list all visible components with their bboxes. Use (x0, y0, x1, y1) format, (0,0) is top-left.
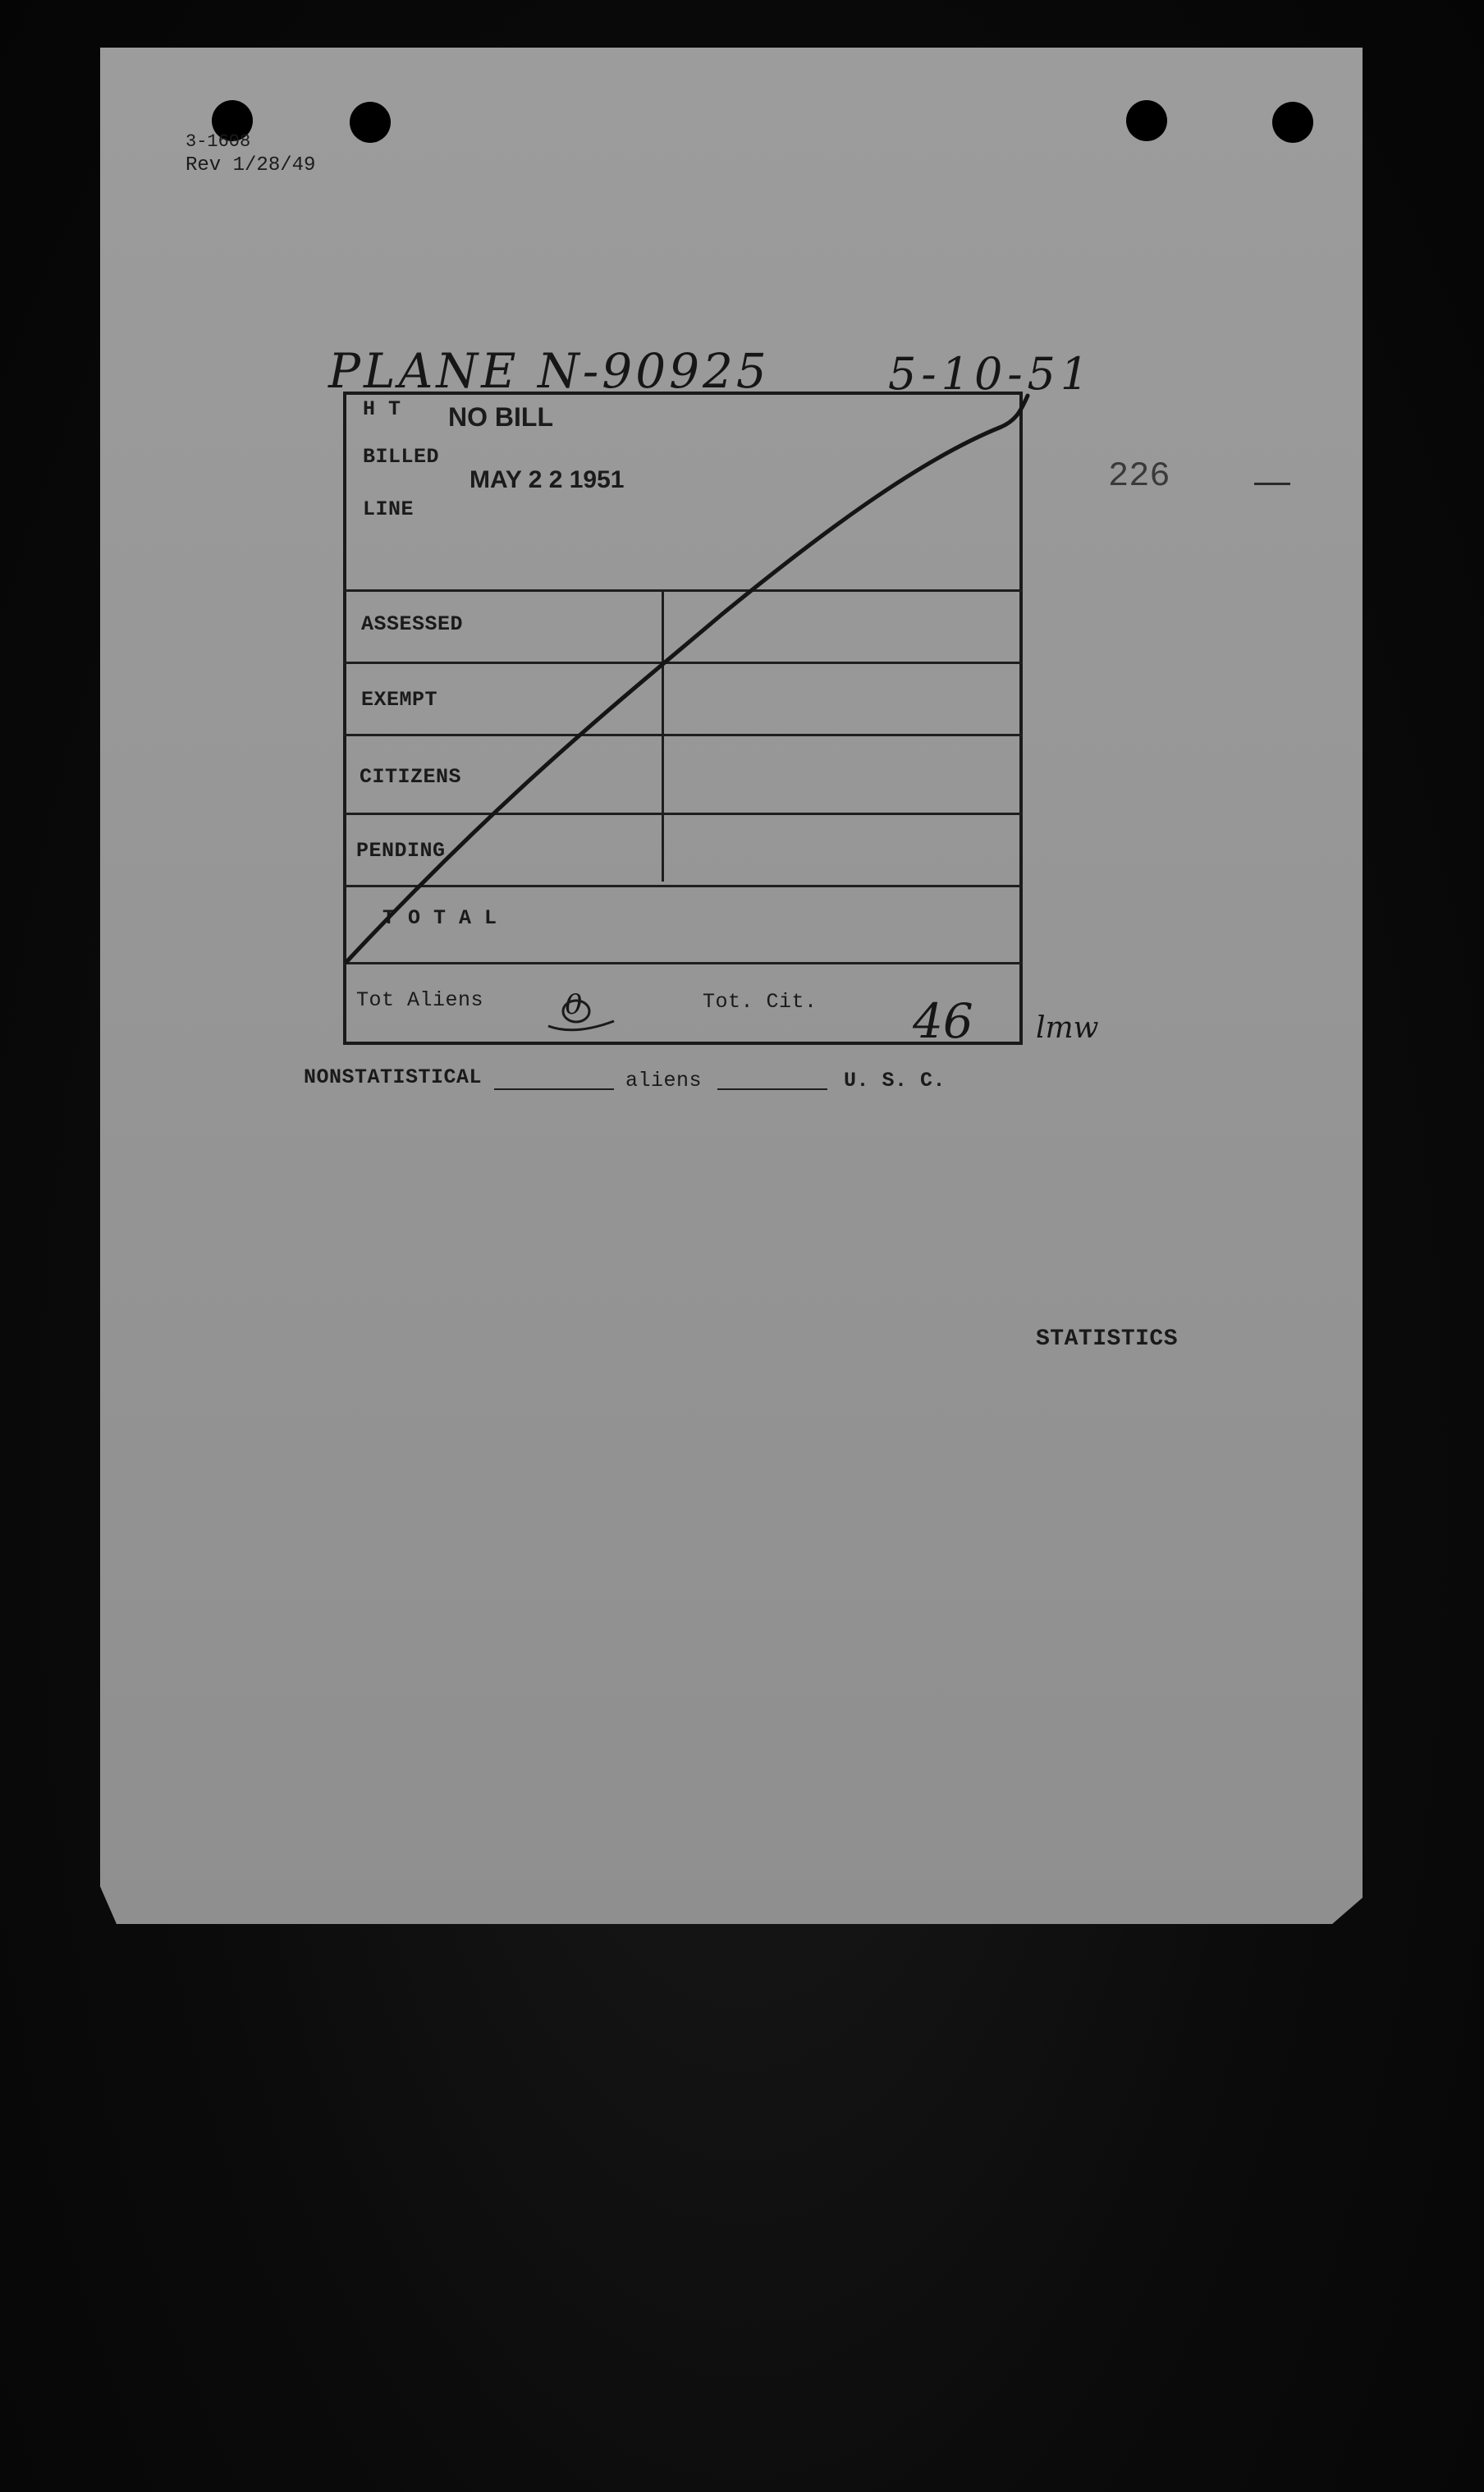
row-label-total: T O T A L (382, 906, 497, 930)
page-number-stamp: 226 (1108, 456, 1170, 496)
form-number: 3-1608 (186, 131, 251, 152)
row-label-citizens: CITIZENS (360, 765, 462, 789)
aliens-label: aliens (625, 1069, 703, 1093)
usc-label: U. S. C. (844, 1069, 946, 1093)
row-label-assessed: ASSESSED (361, 612, 464, 636)
row-label-line: LINE (363, 497, 415, 521)
row-label-ht: H T (363, 397, 401, 421)
tot-aliens-circled-mark: 0 (565, 988, 583, 1021)
row-label-exempt: EXEMPT (361, 688, 438, 712)
nonstatistical-label: NONSTATISTICAL (304, 1065, 483, 1089)
tot-aliens-label: Tot Aliens (356, 988, 484, 1012)
date-handwritten: 5-10-51 (888, 348, 1094, 400)
tot-cit-label: Tot. Cit. (703, 990, 818, 1014)
billed-date-stamp: MAY 2 2 1951 (469, 466, 625, 493)
form-revision: Rev 1/28/49 (186, 154, 316, 176)
tot-cit-handwritten-count: 46 (913, 993, 973, 1049)
row-label-pending: PENDING (356, 839, 446, 863)
plane-number-handwritten: PLANE N-90925 (328, 343, 770, 399)
nonstatistical-blank-1 (494, 1088, 614, 1090)
statistics-label: STATISTICS (1036, 1326, 1179, 1352)
nonstatistical-blank-2 (717, 1088, 827, 1090)
initials-handwritten: lmw (1036, 1011, 1099, 1045)
row-label-billed: BILLED (363, 445, 440, 469)
no-bill-stamp: NO BILL (448, 402, 553, 432)
